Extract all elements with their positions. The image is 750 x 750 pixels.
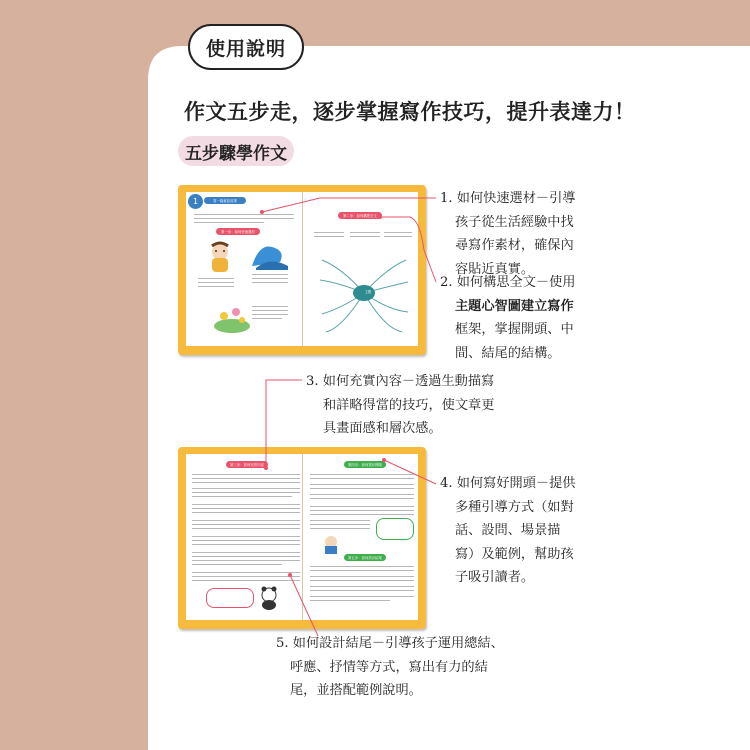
annotation-4-line-5: 子吸引讀者。 — [455, 570, 535, 585]
annotation-4 — [440, 472, 620, 590]
annotation-5 — [276, 632, 536, 703]
usage-tag: 使用說明 — [188, 24, 304, 70]
step4-label: 第四步：如何寫好開頭 — [344, 461, 386, 468]
annotation-5-line-1: 如何設計結尾－引導孩子運用總結、 — [292, 636, 504, 651]
annotation-4-num: 4. — [440, 476, 453, 491]
annotation-1-line-1: 如何快速選材－引導 — [456, 191, 576, 206]
annotation-1-line-2: 孩子從生活經驗中找 — [455, 214, 574, 230]
annotation-1-num: 1. — [440, 191, 453, 206]
annotation-4-line-1: 如何寫好開頭－提供 — [456, 476, 576, 491]
annotation-2-line-1: 如何構思全文－使用 — [456, 275, 576, 290]
mindmap-center: 主題 — [364, 290, 372, 294]
page-headline: 作文五步走，逐步掌握寫作技巧，提升表達力！ — [184, 99, 636, 124]
annotation-3-line-2: 和詳略得當的技巧，使文章更 — [323, 397, 495, 413]
annotation-4-line-2: 多種引導方式（如對 — [455, 499, 574, 515]
annotation-5-num: 5. — [276, 636, 289, 651]
annotation-4-line-3: 話、設問、場景描 — [455, 523, 561, 538]
annotation-2-num: 2. — [440, 275, 453, 290]
step5-label: 第五步：如何設計結尾 — [344, 554, 386, 561]
step1-label: 第一步：如何快速選材 — [216, 228, 260, 235]
annotation-3 — [306, 370, 536, 441]
annotation-2 — [440, 271, 620, 365]
chapter-number-badge: 1 — [188, 194, 203, 209]
annotation-2-line-4: 間、結尾的結構。 — [455, 345, 561, 361]
annotation-5-line-3: 尾，並搭配範例說明。 — [290, 683, 422, 698]
chapter-title-pill: 寫一篇童話故事 — [204, 197, 246, 204]
annotation-1-line-4: 容貼近真實。 — [455, 261, 535, 277]
annotation-5-line-2: 呼應、抒情等方式，寫出有力的結 — [290, 659, 488, 675]
annotation-3-line-1: 如何充實內容－透過生動描寫 — [322, 374, 495, 389]
annotation-1-line-3: 尋寫作素材，確保內 — [455, 238, 574, 253]
step3-label: 第三步：如何充實內容 — [226, 461, 268, 468]
step2-label: 第二步：如何構思全文 — [338, 212, 382, 219]
section-label: 五步驟學作文 — [178, 136, 294, 166]
annotation-3-num: 3. — [306, 374, 319, 389]
annotation-3-line-3: 具畫面感和層次感。 — [323, 421, 442, 436]
annotation-1 — [440, 187, 620, 281]
annotation-4-line-4: 寫）及範例，幫助孩 — [455, 546, 574, 562]
annotation-2-line-3: 框架，掌握開頭、中 — [455, 322, 574, 337]
annotation-2-line-2: 主題心智圖建立寫作 — [455, 298, 574, 314]
